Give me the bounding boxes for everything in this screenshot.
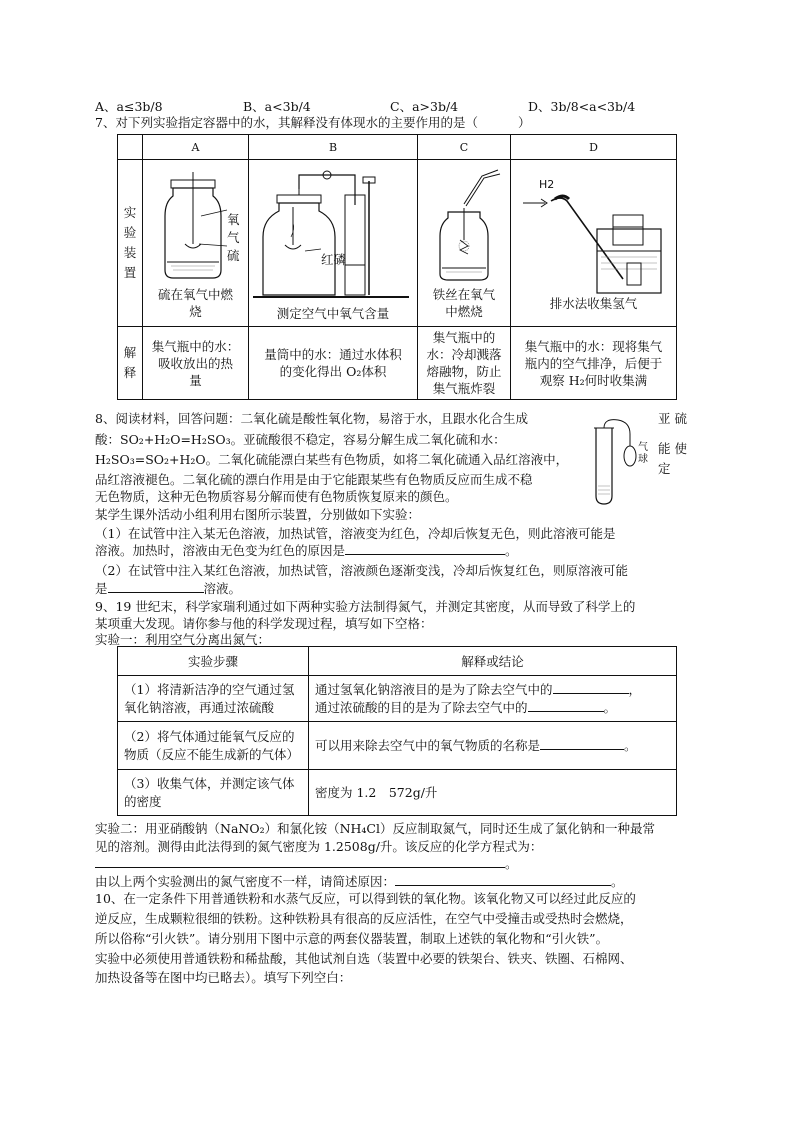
caption-a: 硫在氧气中燃 烧: [157, 287, 233, 319]
q10-line-4: 实验中必须使用普通铁粉和稀盐酸，其他试剂自选（装置中必要的铁架台、铁夹、铁圈、石棉网、: [95, 951, 633, 966]
q8-line-1: 8、阅读材料，回答问题：二氧化硫是酸性氧化物，易溶于水，且跟水化合生成: [95, 411, 528, 426]
label-balloon: 气 球: [638, 442, 648, 465]
option-c: C、a>3b/4: [390, 99, 459, 114]
iron-wire-combustion-apparatus: [418, 166, 510, 286]
label-sulfur: 硫: [227, 248, 240, 263]
apparatus-a: [143, 160, 249, 327]
caption-d: 排水法收集氢气: [549, 295, 638, 311]
q10-line-1: 10、在一定条件下用普通铁粉和水蒸气反应，可以得到铁的氧化物。该氧化物又可以经过此反应的: [95, 891, 636, 906]
q9-equation-line: 。: [95, 855, 518, 873]
q10-line-5: 加热设备等在图中均已略去）。填写下列空白：: [95, 970, 352, 985]
result-1: 通过氢氧化钠溶液目的是为了除去空气中的 ， 通过浓硫酸的目的是为了除去空气中的 。: [309, 676, 677, 722]
q8-part2: （2）在试管中注入某红色溶液，加热试管，溶液颜色逐渐变浅，冷却后恢复红色，则原溶液可能: [95, 563, 628, 578]
q8-line-6: 某学生课外活动小组利用右图所示装置，分别做如下实验：: [95, 507, 421, 522]
header-explanation: 解释或结论: [309, 647, 677, 676]
explain-d: 集气瓶中的水：现将集气 瓶内的空气排净，后便于 观察 H₂何时收集满: [511, 327, 677, 400]
q8-line-1-end: 亚 硫: [658, 411, 687, 426]
apparatus-d: [511, 160, 677, 327]
option-b: B、a<3b/4: [243, 99, 311, 114]
explain-b: 量筒中的水：通过水体积 的变化得出 O₂体积: [249, 327, 418, 400]
q8-side-text-1: 能 使: [658, 441, 687, 456]
result-3: 密度为 1.2 572g/升: [309, 770, 677, 816]
q9-answer-blank-1[interactable]: [553, 681, 629, 694]
q9-reason-blank[interactable]: [395, 873, 611, 886]
q9-experiment-2: 实验二：用亚硝酸钠（NaNO₂）和氯化铵（NH₄Cl）反应制取氮气，同时还生成了氯化钠和一种最常: [95, 821, 655, 836]
explain-c: 集气瓶中的 水：冷却溅落 熔融物，防止 集气瓶炸裂: [418, 327, 511, 400]
result-2: 可以用来除去空气中的氧气物质的名称是 。: [309, 722, 677, 770]
col-b: B: [249, 135, 418, 160]
q8-line-4: 品红溶液褪色。二氧化硫的漂白作用是由于它能跟某些有色物质反应而生成不稳: [95, 472, 533, 487]
label-oxygen: 氧气: [227, 212, 240, 245]
q9-answer-blank-2[interactable]: [528, 699, 604, 712]
col-c: C: [418, 135, 511, 160]
q8-answer-blank-2[interactable]: [108, 580, 204, 593]
q8-line-2: 酸：SO₂+H₂O=H₂SO₃。亚硫酸很不稳定，容易分解生成二氧化硫和水：: [95, 432, 506, 447]
q8-part1-cont: 溶液。加热时，溶液由无色变为红色的原因是 。: [95, 543, 518, 558]
header-steps: 实验步骤: [118, 647, 309, 676]
q8-answer-blank-1[interactable]: [345, 542, 505, 555]
q9-answer-blank-3[interactable]: [540, 737, 624, 750]
option-a: A、a≤3b/8: [95, 99, 163, 114]
label-h2: H2: [539, 178, 555, 191]
q8-side-text-2: 定: [658, 461, 671, 476]
row-label-apparatus: 实 验 装 置: [118, 160, 143, 327]
apparatus-b: [249, 160, 418, 327]
q8-part1: （1）在试管中注入某无色溶液，加热试管，溶液变为红色，冷却后恢复无色，则此溶液可能是: [95, 526, 616, 541]
step-3: （3）收集气体，并测定该气体的密度: [118, 770, 309, 816]
row-label-explanation: 解 释: [118, 327, 143, 400]
q10-line-2: 逆反应，生成颗粒很细的铁粉。这种铁粉具有很高的反应活性，在空气中受撞击或受热时会燃烧，: [95, 911, 633, 926]
q9-line-1: 9、19 世纪末，科学家瑞利通过如下两种实验方法制得氮气，并测定其密度，从而导致了科学上的: [95, 599, 636, 614]
col-a: A: [143, 135, 249, 160]
option-d: D、3b/8<a<3b/4: [528, 99, 636, 114]
col-d: D: [511, 135, 677, 160]
q9-line-2: 某项重大发现。请你参与他的科学发现过程，填写如下空格：: [95, 616, 433, 631]
q7-table: [117, 134, 677, 400]
caption-c: 铁丝在氧气 中燃烧: [432, 287, 496, 319]
label-red-phosphorus: 红磷: [321, 252, 347, 267]
q8-line-5: 无色物质，这种无色物质容易分解而使有色物质恢复原来的颜色。: [95, 489, 458, 504]
q10-line-3: 所以俗称“引火铁”。请分别用下图中示意的两套仪器装置，制取上述铁的氧化物和“引火铁”。: [95, 931, 609, 946]
caption-b: 测定空气中氧气含量: [276, 305, 390, 321]
hydrogen-collection-apparatus: [511, 175, 676, 295]
q9-equation-blank[interactable]: [95, 855, 505, 868]
apparatus-c: [418, 160, 511, 327]
q9-table: [117, 646, 677, 816]
oxygen-content-apparatus: [249, 165, 417, 305]
q9-experiment-1: 实验一：利用空气分离出氮气：: [95, 632, 271, 647]
q9-reason: 由以上两个实验测出的氮气密度不一样，请简述原因： 。: [95, 874, 624, 889]
q8-part2-cont: 是 溶液。: [95, 581, 242, 596]
q9-experiment-2-cont: 见的溶剂。测得由此法得到的氮气密度为 1.2508g/升。该反应的化学方程式为：: [95, 839, 543, 854]
step-1: （1）将清新洁净的空气通过氢氧化钠溶液，再通过浓硫酸: [118, 676, 309, 722]
q8-line-3: H₂SO₃=SO₂+H₂O。二氧化硫能漂白某些有色物质，如将二氧化硫通入品红溶液中，: [95, 452, 569, 467]
step-2: （2）将气体通过能氧气反应的物质（反应不能生成新的气体）: [118, 722, 309, 770]
explain-a: 集气瓶中的水： 吸收放出的热 量: [143, 327, 249, 400]
q7-stem: 7、对下列实验指定容器中的水，其解释没有体现水的主要作用的是（ ）: [95, 115, 531, 130]
test-tube-balloon-diagram: [588, 416, 660, 508]
